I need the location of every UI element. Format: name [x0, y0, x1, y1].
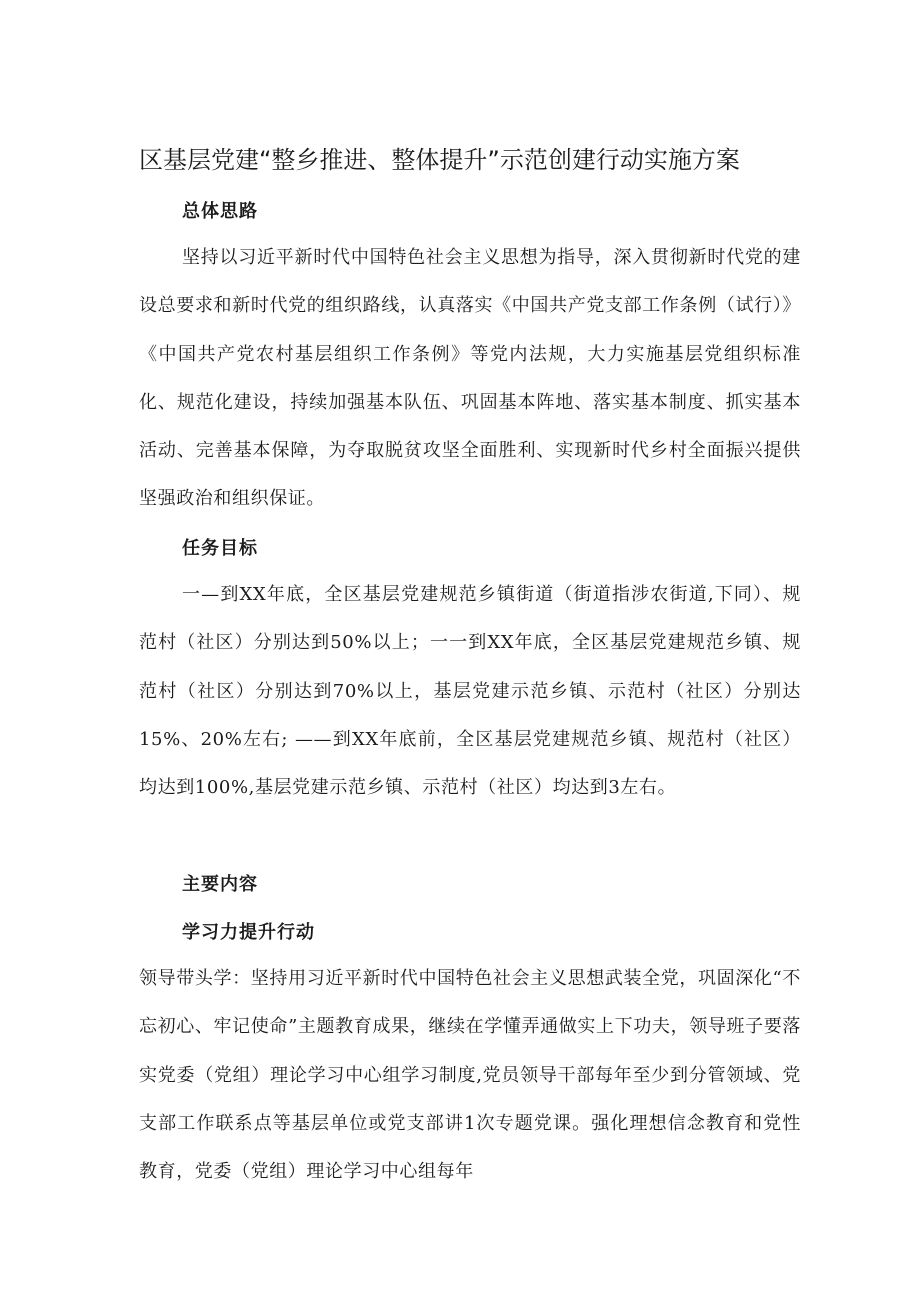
section-heading-overall-approach: 总体思路	[182, 201, 258, 222]
section-paragraph-overall-approach: 坚持以习近平新时代中国特色社会主义思想为指导，深入贯彻新时代党的建设总要求和新时代党的组织路线，认真落实《中国共产党支部工作条例（试行）》《中国共产党农村基层组织工作条例》等党内法规，大力实施基层党组织标准化、规范化建设，持续加强基本队伍、巩固基本阵地、落实基本制度、抓实基本活动、完善基本保障，为夺取脱贫攻坚全面胜利、实现新时代乡村全面振兴提供坚强政治和组织保证。	[139, 247, 801, 510]
section-heading-learning-action: 学习力提升行动	[182, 922, 315, 943]
section-heading-task-goals: 任务目标	[182, 538, 258, 559]
section-heading-main-content: 主要内容	[182, 874, 258, 895]
section-paragraph-learning-action: 领导带头学：坚持用习近平新时代中国特色社会主义思想武装全党，巩固深化“不忘初心、牢记使命”主题教育成果，继续在学懂弄通做实上下功夫，领导班子要落实党委（党组）理论学习中心组学习制度,党员领导干部每年至少到分管领域、党支部工作联系点等基层单位或党支部讲1次专题党课。强化理想信念教育和党性教育，党委（党组）理论学习中心组每年	[139, 968, 801, 1183]
section-paragraph-task-goals: 一—到XX年底，全区基层党建规范乡镇街道（街道指涉农街道,下同）、规范村（社区）分别达到50%以上；一一到XX年底，全区基层党建规范乡镇、规范村（社区）分别达到70%以上，基层党建示范乡镇、示范村（社区）分别达15%、20%左右; ——到XX年底前，全区基层党建规范乡镇、规范村（社区）均达到100%,基层党建示范乡镇、示范村（社区）均达到3左右。	[139, 584, 801, 799]
document-title: 区基层党建“整乡推进、整体提升”示范创建行动实施方案	[139, 146, 740, 174]
